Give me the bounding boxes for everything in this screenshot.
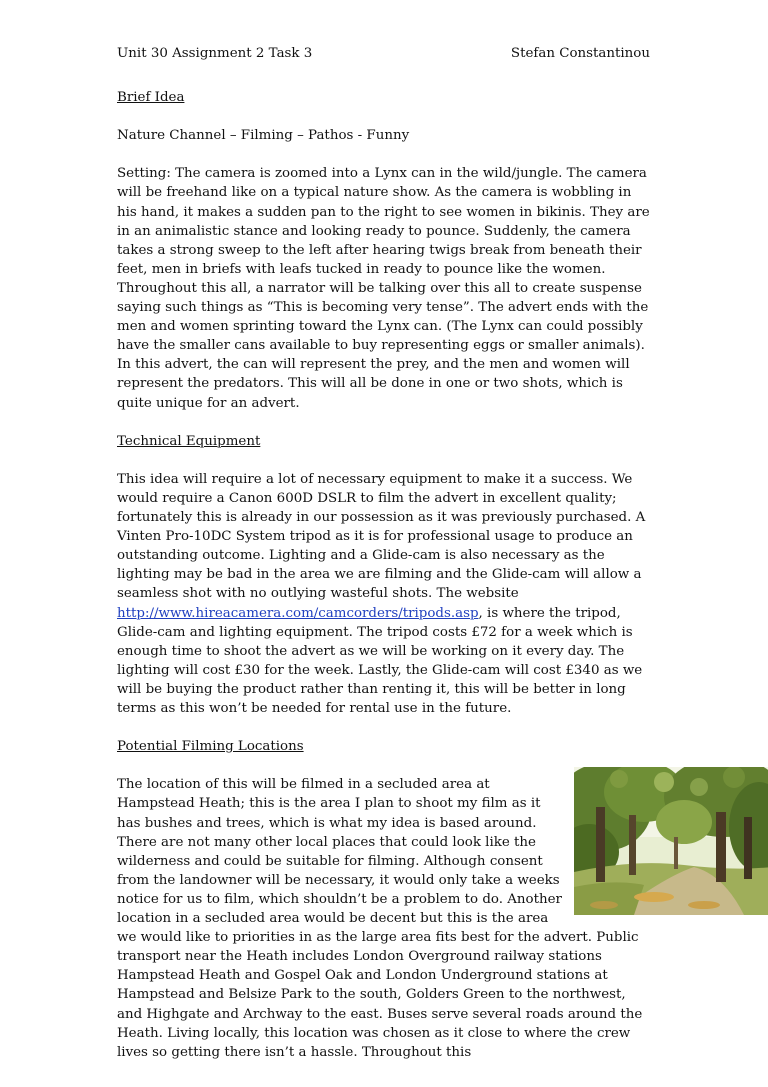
document-body	[117, 88, 653, 1081]
equipment-paragraph	[117, 470, 653, 718]
brief-setting-paragraph: Setting: The camera is zoomed into a Lynx can in the wild/jungle. The camera will be freehand like on a typical nature show. As the camera is wobbling in his hand, it makes a sudden pan to the right to see women in bikinis. They are in an animalistic stance and looking ready to pounce. Suddenly, the camera takes a strong sweep to the left after hearing twigs break from beneath their feet, men in briefs with leafs tucked in ready to pounce like the women. Throughout this all, a narrator will be talking over this all to create suspense saying such things as “This is becoming very tense”. The advert ends with the men and women sprinting toward the Lynx can. (The Lynx can could possibly have the smaller cans available to buy representing eggs or smaller animals). In this advert, the can will represent the prey, and the men and women will represent the predators. This will all be done in one or two shots, which is quite unique for an advert.	[117, 166, 650, 411]
equipment-text-after-link: , is where the tripod, Glide-cam and lighting equipment. The tripod costs £72 for a week which is enough time to shoot the advert as we will be working on it every day. The lighting will cost £30 for the week. Lastly, the Glide-cam will cost £340 as we will be buying the product rather than renting it, this will be better in long terms as this won’t be needed for rental use in the future.	[117, 605, 643, 716]
equipment-text-before-link: This idea will require a lot of necessary equipment to make it a success. We would require a Canon 600D DSLR to film the advert in excellent quality; fortunately this is already in our possession as it was previously purchased. A Vinten Pro-10DC System tripod as it is for professional usage to produce an outstanding outcome. Lighting and a Glide-cam is also necessary as the lighting may be bad in the area we are filming and the Glide-cam will allow a seamless shot with no outlying wasteful shots. The website	[117, 471, 646, 602]
hireacamera-link[interactable]: http://www.hireacamera.com/camcorders/tripods.asp	[117, 605, 479, 621]
header-author: Stefan Constantinou	[510, 46, 650, 61]
header-unit-title: Unit 30 Assignment 2 Task 3	[117, 46, 313, 61]
equipment-heading: Technical Equipment	[117, 433, 261, 449]
page-header	[117, 44, 650, 64]
locations-heading: Potential Filming Locations	[117, 739, 304, 755]
brief-heading: Brief Idea	[117, 90, 185, 105]
hampstead-heath-photo	[574, 767, 768, 915]
brief-tagline: Nature Channel – Filming – Pathos - Funny	[117, 128, 410, 144]
locations-paragraph: The location of this will be filmed in a secluded area at Hampstead Heath; this is the area I plan to shoot my film as it has bushes and trees, which is what my idea is based around. There are not many other local places that could look like the wilderness and could be suitable for filming. Although consent from the landowner will be necessary, it would only take a weeks notice for us to film, which shouldn’t be a problem to do. Another location in a secluded area would be decent but this is the area we would like to priorities in as the large area fits best for the advert. Public transport near the Heath includes London Overground railway stations Hampstead Heath and Gospel Oak and London Underground stations at Hampstead and Belsize Park to the south, Golders Green to the northwest, and Highgate and Archway to the east. Buses serve several roads around the Heath. Living locally, this location was chosen as it close to where the crew lives so getting there isn’t a hassle. Throughout this	[117, 777, 643, 1060]
locations-section	[117, 775, 653, 1061]
